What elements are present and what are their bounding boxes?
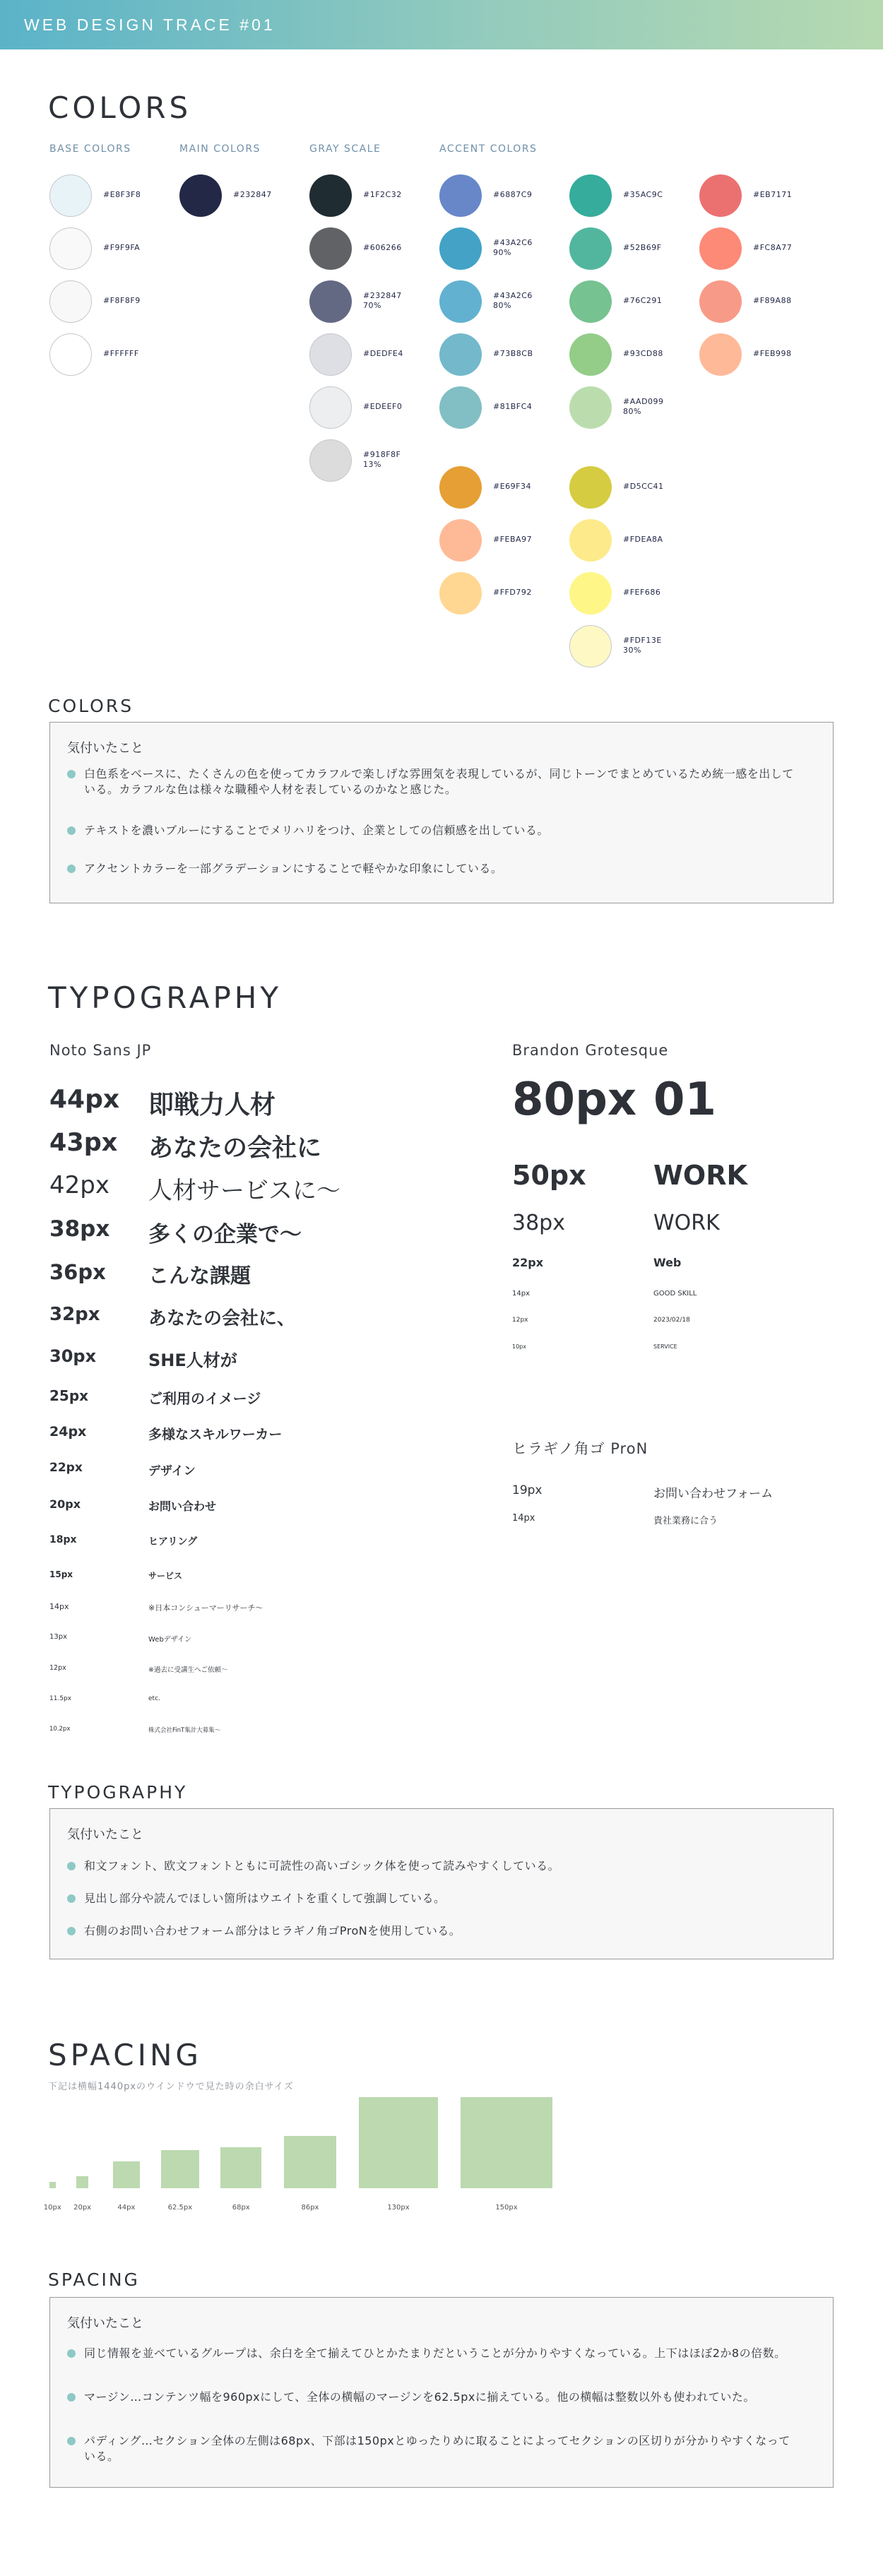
swatch-circle: [309, 280, 352, 323]
bullet-icon: [67, 2393, 76, 2402]
swatch-hex: #FC8A77: [753, 243, 793, 252]
swatch-hex: #FFD792: [493, 588, 532, 597]
brandon-size: 50px: [512, 1160, 586, 1191]
swatch-opacity: 80%: [493, 301, 511, 310]
noto-sample: Webデザイン: [148, 1636, 192, 1644]
noto-sample: ヒアリング: [148, 1536, 198, 1548]
swatch-circle: [569, 386, 612, 429]
swatch-label: [103, 296, 141, 306]
swatch-circle: [569, 333, 612, 376]
swatch-hex: #FEBA97: [493, 535, 533, 544]
swatch-hex: #73B8CB: [493, 349, 533, 358]
swatch-circle: [179, 174, 222, 217]
noto-size: 11.5px: [49, 1695, 72, 1702]
noto-sample: あなたの会社に: [148, 1134, 322, 1163]
swatch-hex: #EB7171: [753, 190, 793, 199]
spacing-label: 62.5px: [167, 2204, 193, 2212]
noto-size: 32px: [49, 1304, 100, 1325]
swatch-label: [103, 243, 140, 253]
swatch-circle: [49, 333, 92, 376]
noto-size: 20px: [49, 1497, 81, 1511]
typography-title: TYPOGRAPHY: [48, 980, 283, 1015]
colors-notes-subtitle: COLORS: [48, 696, 134, 716]
swatch-hex: #76C291: [623, 296, 663, 305]
typography-notes-subtitle: TYPOGRAPHY: [48, 1782, 188, 1803]
brandon-size: 22px: [512, 1256, 544, 1269]
swatch-hex: #43A2C6: [493, 291, 533, 300]
bullet-icon: [67, 1894, 76, 1903]
brandon-size: 10px: [512, 1343, 526, 1350]
gray-scale-heading: GRAY SCALE: [309, 143, 381, 155]
swatch-label: [363, 291, 402, 311]
noto-sample: ご利用のイメージ: [148, 1390, 261, 1407]
noto-size: 43px: [49, 1129, 118, 1157]
swatch-hex: #232847: [233, 190, 272, 199]
swatch-label: [623, 482, 664, 492]
swatch-label: [363, 349, 403, 359]
brandon-sample: WORK: [653, 1211, 720, 1235]
noto-sample: あなたの会社に、: [148, 1308, 296, 1329]
colors-notes-box: [49, 722, 834, 903]
swatch-hex: #F9F9FA: [103, 243, 141, 252]
spacing-note-text: 同じ情報を並べているグループは、余白を全て揃えてひとかたまりだということが分かりやすくなっている。上下はほぼ2か8の倍数。: [84, 2346, 786, 2360]
swatch-circle: [309, 333, 352, 376]
bullet-icon: [67, 1927, 76, 1935]
swatch-opacity: 70%: [363, 301, 381, 310]
swatch-circle: [569, 466, 612, 509]
noto-size: 36px: [49, 1260, 106, 1284]
brandon-font-name: Brandon Grotesque: [512, 1042, 669, 1059]
swatch-hex: #FDEA8A: [623, 535, 663, 544]
hiragino-size: 14px: [512, 1513, 535, 1524]
swatch-label: [493, 291, 533, 311]
noto-sample: サービス: [148, 1571, 183, 1581]
swatch-opacity: 80%: [623, 407, 641, 416]
swatch-label: [493, 588, 532, 598]
colors-note-text: 白色系をベースに、たくさんの色を使ってカラフルで楽しげな雰囲気を表現しているが、同じトーンでまとめているため統一感を出している。カラフルな色は様々な職種や人材を表しているのかなと感じた。: [84, 767, 794, 796]
swatch-hex: #FEB998: [753, 349, 792, 358]
spacing-label: 86px: [301, 2204, 319, 2212]
swatch-label: [753, 349, 792, 359]
swatch-label: [233, 190, 272, 200]
spacing-bar: [461, 2097, 552, 2188]
swatch-hex: #F89A88: [753, 296, 792, 305]
noto-sample: 多様なスキルワーカー: [148, 1427, 283, 1442]
bullet-icon: [67, 865, 76, 873]
bullet-icon: [67, 1862, 76, 1870]
noto-sample: デザイン: [148, 1464, 196, 1478]
brandon-sample: 2023/02/18: [653, 1317, 690, 1324]
swatch-circle: [439, 227, 482, 270]
spacing-note: 下記は横幅1440pxのウインドウで見た時の余白サイズ: [48, 2082, 294, 2092]
swatch-hex: #AAD099: [623, 397, 664, 406]
noto-size: 38px: [49, 1216, 110, 1242]
noto-size: 42px: [49, 1171, 109, 1199]
page-header: [0, 0, 883, 49]
swatch-hex: #52B69F: [623, 243, 662, 252]
swatch-circle: [699, 174, 742, 217]
noto-sample: ※日本コンシューマーリサーチ〜: [148, 1603, 263, 1613]
noto-sample: 人材サービスに〜: [148, 1177, 340, 1205]
swatch-hex: #6887C9: [493, 190, 533, 199]
swatch-circle: [569, 280, 612, 323]
swatch-hex: #43A2C6: [493, 238, 533, 247]
swatch-circle: [49, 174, 92, 217]
swatch-hex: #E8F3F8: [103, 190, 141, 199]
swatch-label: [493, 402, 532, 412]
brandon-sample: GOOD SKILL: [653, 1290, 697, 1298]
swatch-label: [363, 402, 402, 412]
swatch-hex: #1F2C32: [363, 190, 402, 199]
brandon-size: 12px: [512, 1317, 528, 1324]
swatch-circle: [439, 333, 482, 376]
swatch-circle: [699, 280, 742, 323]
spacing-bar: [220, 2147, 261, 2188]
swatch-circle: [569, 174, 612, 217]
swatch-circle: [569, 625, 612, 667]
hiragino-sample: お問い合わせフォーム: [653, 1487, 774, 1501]
spacing-bar: [161, 2150, 199, 2188]
swatch-label: [363, 450, 401, 470]
spacing-note-text: パディング…セクション全体の左側は68px、下部は150pxとゆったりめに取ることによってセクションの区切りが分かりやすくなっている。: [84, 2434, 790, 2463]
swatch-hex: #35AC9C: [623, 190, 663, 199]
swatch-label: [493, 535, 532, 545]
swatch-circle: [309, 439, 352, 482]
swatch-label: [623, 190, 663, 200]
swatch-circle: [439, 174, 482, 217]
swatch-label: [753, 190, 792, 200]
noto-sample: SHE人材が: [148, 1351, 237, 1370]
swatch-label: [103, 349, 139, 359]
noto-size: 18px: [49, 1534, 77, 1545]
swatch-label: [623, 243, 662, 253]
base-colors-heading: BASE COLORS: [49, 143, 131, 155]
main-colors-heading: MAIN COLORS: [179, 143, 261, 155]
swatch-hex: #FDF13E: [623, 636, 662, 645]
swatch-opacity: 13%: [363, 460, 381, 469]
bullet-icon: [67, 826, 76, 835]
brandon-size: 80px: [512, 1074, 637, 1126]
spacing-label: 20px: [73, 2204, 92, 2212]
spacing-label: 10px: [43, 2204, 61, 2212]
noto-size: 12px: [49, 1664, 66, 1672]
swatch-circle: [439, 280, 482, 323]
noto-sample: 即戦力人材: [148, 1091, 276, 1120]
noto-sample: こんな課題: [148, 1264, 251, 1288]
swatch-circle: [439, 386, 482, 429]
swatch-label: [363, 190, 402, 200]
hiragino-size: 19px: [512, 1483, 543, 1497]
noto-sample: etc.: [148, 1695, 160, 1702]
swatch-hex: #918F8F: [363, 450, 401, 459]
spacing-label: 130px: [387, 2204, 410, 2212]
noto-size: 14px: [49, 1602, 69, 1611]
bullet-icon: [67, 2349, 76, 2358]
spacing-bar: [359, 2097, 438, 2188]
noto-size: 25px: [49, 1387, 89, 1404]
swatch-hex: #D5CC41: [623, 482, 664, 491]
swatch-hex: #E69F34: [493, 482, 531, 491]
colors-title: COLORS: [48, 90, 192, 125]
noto-size: 24px: [49, 1424, 87, 1440]
swatch-circle: [309, 227, 352, 270]
swatch-label: [753, 243, 792, 253]
swatch-circle: [49, 280, 92, 323]
swatch-label: [623, 397, 664, 417]
swatch-hex: #606266: [363, 243, 402, 252]
noto-sample: 株式会社FinT集計大募集〜: [148, 1727, 221, 1734]
bullet-icon: [67, 770, 76, 778]
spacing-note-text: マージン…コンテンツ幅を960pxにして、全体の横幅のマージンを62.5pxに揃えている。他の横幅は整数以外も使われていた。: [84, 2390, 755, 2404]
swatch-circle: [309, 174, 352, 217]
swatch-hex: #FEF686: [623, 588, 661, 597]
swatch-label: [493, 349, 533, 359]
colors-note-text: アクセントカラーを一部グラデーションにすることで軽やかな印象にしている。: [84, 862, 503, 875]
swatch-opacity: 90%: [493, 248, 511, 257]
swatch-hex: #81BFC4: [493, 402, 533, 411]
noto-size: 10.2px: [49, 1726, 71, 1733]
typography-note-text: 和文フォント、欧文フォントともに可読性の高いゴシック体を使って読みやすくしている。: [84, 1859, 560, 1872]
swatch-label: [623, 636, 662, 655]
spacing-bar: [49, 2182, 56, 2188]
spacing-bar: [76, 2176, 88, 2188]
typography-note-text: 見出し部分や読んでほしい箇所はウエイトを重くして強調している。: [84, 1892, 446, 1905]
swatch-circle: [439, 572, 482, 615]
brandon-size: 38px: [512, 1211, 565, 1235]
bullet-icon: [67, 2437, 76, 2445]
noto-size: 30px: [49, 1346, 97, 1366]
spacing-bar: [113, 2161, 140, 2188]
swatch-circle: [569, 227, 612, 270]
swatch-circle: [699, 333, 742, 376]
swatch-label: [493, 190, 532, 200]
swatch-circle: [439, 466, 482, 509]
swatch-label: [623, 349, 663, 359]
spacing-label: 68px: [232, 2204, 250, 2212]
brandon-sample: Web: [653, 1256, 682, 1269]
swatch-hex: #93CD88: [623, 349, 663, 358]
swatch-hex: #232847: [363, 291, 402, 300]
noto-size: 13px: [49, 1633, 67, 1641]
noto-sample: 多くの企業で〜: [148, 1222, 302, 1247]
swatch-opacity: 30%: [623, 646, 641, 655]
typography-notes-heading: 気付いたこと: [67, 1827, 143, 1842]
header-title: WEB DESIGN TRACE #01: [24, 16, 275, 34]
spacing-notes-subtitle: SPACING: [48, 2269, 140, 2290]
swatch-label: [623, 296, 662, 306]
brandon-sample: 01: [653, 1074, 717, 1126]
swatch-hex: #F8F8F9: [103, 296, 141, 305]
noto-sample: お問い合わせ: [148, 1500, 217, 1513]
swatch-circle: [439, 519, 482, 562]
swatch-circle: [49, 227, 92, 270]
brandon-sample: WORK: [653, 1160, 747, 1191]
noto-size: 44px: [49, 1085, 120, 1114]
swatch-label: [493, 238, 533, 258]
spacing-label: 150px: [495, 2204, 518, 2212]
spacing-notes-heading: 気付いたこと: [67, 2316, 143, 2331]
swatch-circle: [699, 227, 742, 270]
hiragino-sample: 貴社業務に合う: [653, 1516, 718, 1526]
typography-notes-box: [49, 1808, 834, 1959]
spacing-notes-box: [49, 2297, 834, 2488]
colors-note-text: テキストを濃いブルーにすることでメリハリをつけ、企業としての信頼感を出している。: [84, 824, 549, 837]
swatch-hex: #FFFFFF: [103, 349, 139, 358]
spacing-bar: [284, 2136, 336, 2188]
accent-colors-heading: ACCENT COLORS: [439, 143, 538, 155]
noto-size: 22px: [49, 1461, 83, 1475]
noto-size: 15px: [49, 1569, 73, 1579]
swatch-label: [363, 243, 402, 253]
swatch-circle: [569, 572, 612, 615]
swatch-label: [103, 190, 141, 200]
hiragino-font-name: ヒラギノ角ゴ ProN: [512, 1440, 648, 1457]
noto-font-name: Noto Sans JP: [49, 1042, 152, 1059]
brandon-size: 14px: [512, 1290, 530, 1298]
swatch-circle: [569, 519, 612, 562]
swatch-hex: #EDEEF0: [363, 402, 403, 411]
swatch-circle: [309, 386, 352, 429]
swatch-label: [753, 296, 792, 306]
swatch-hex: #DEDFE4: [363, 349, 403, 358]
swatch-label: [623, 535, 663, 545]
colors-notes-heading: 気付いたこと: [67, 741, 143, 756]
spacing-title: SPACING: [48, 2038, 202, 2072]
brandon-sample: SERVICE: [653, 1343, 677, 1350]
swatch-label: [623, 588, 660, 598]
noto-sample: ※過去に受講生へご依頼〜: [148, 1666, 228, 1674]
spacing-label: 44px: [117, 2204, 136, 2212]
swatch-label: [493, 482, 531, 492]
typography-note-text: 右側のお問い合わせフォーム部分はヒラギノ角ゴProNを使用している。: [84, 1924, 461, 1937]
